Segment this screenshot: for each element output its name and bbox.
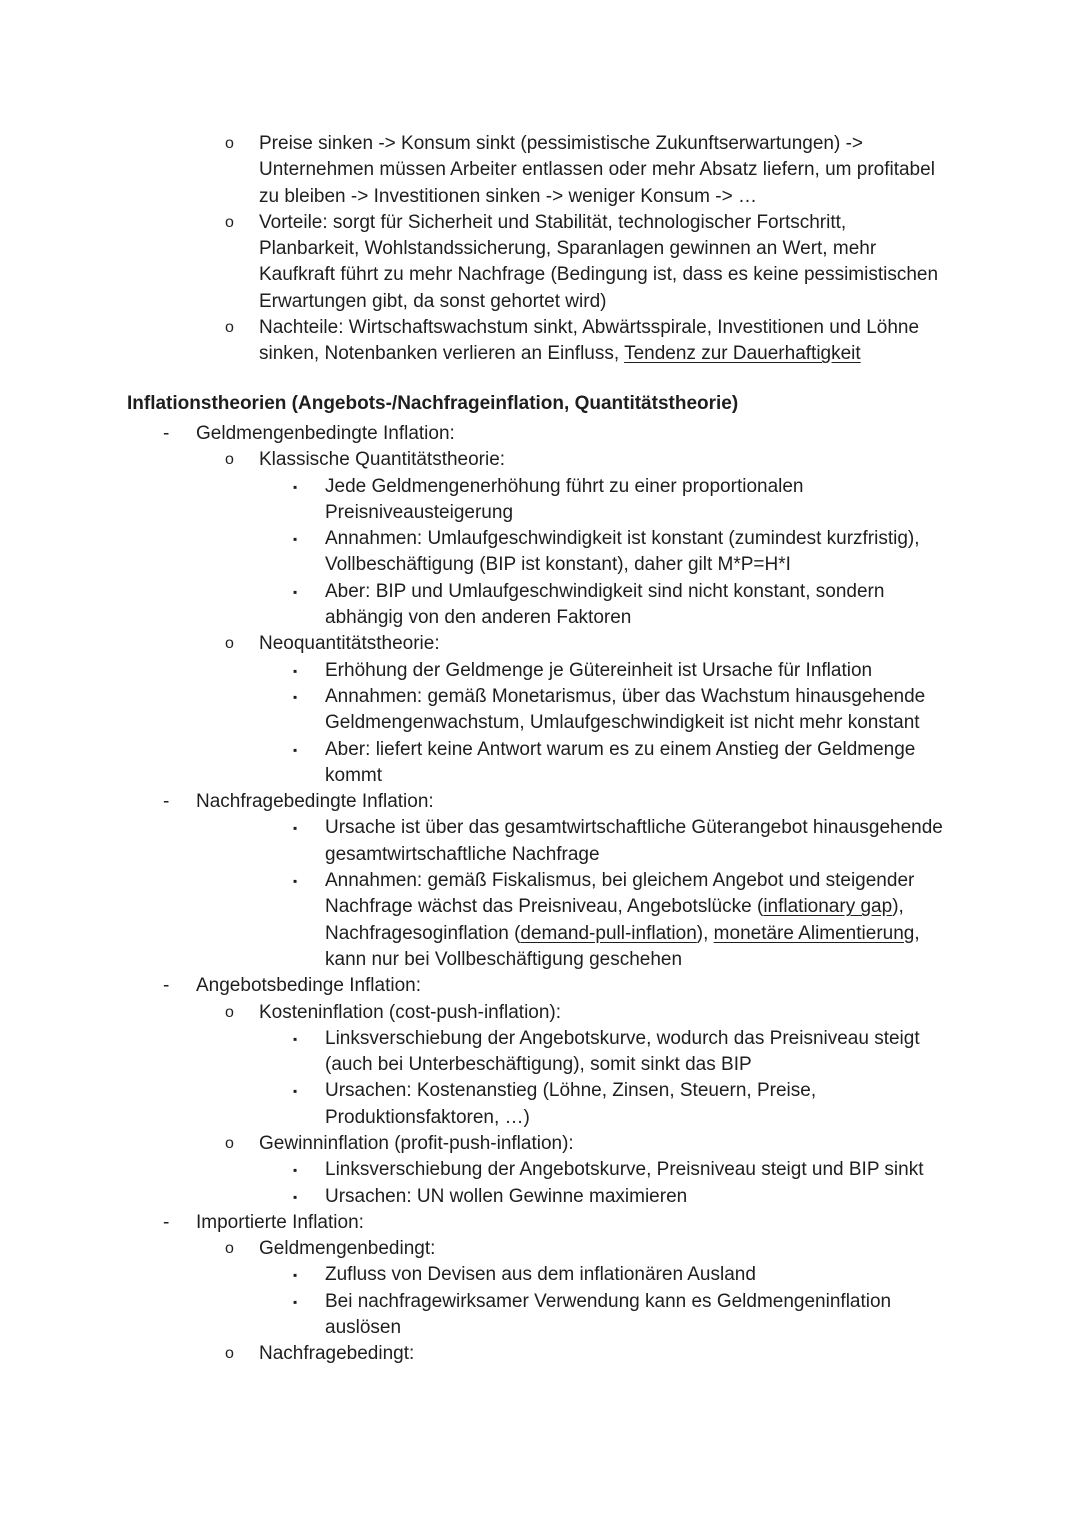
list-item bbox=[127, 1131, 943, 1157]
list-item bbox=[127, 684, 943, 737]
bullet-list-top bbox=[127, 131, 943, 368]
bullet-marker-square: ▪ bbox=[293, 1084, 298, 1099]
bullet-marker-square: ▪ bbox=[293, 532, 298, 547]
bullet-marker-square: ▪ bbox=[293, 1268, 298, 1283]
list-item bbox=[127, 1157, 943, 1183]
list-item-text: Linksverschiebung der Angebotskurve, Preisniveau steigt und BIP sinkt bbox=[325, 1159, 924, 1181]
bullet-marker-square: ▪ bbox=[293, 1031, 298, 1046]
bullet-marker-square: ▪ bbox=[293, 584, 298, 599]
list-item-text: Linksverschiebung der Angebotskurve, wodurch das Preisniveau steigt (auch bei Unterbeschäftigung), somit sinkt das BIP bbox=[325, 1027, 920, 1076]
list-item-text: Importierte Inflation: bbox=[196, 1211, 364, 1233]
list-item bbox=[127, 973, 943, 999]
section-heading: Inflationstheorien (Angebots-/Nachfrageinflation, Quantitätstheorie) bbox=[127, 392, 739, 414]
bullet-marker-square: ▪ bbox=[293, 1189, 298, 1204]
list-item-text: Nachfragebedingt: bbox=[259, 1343, 415, 1365]
list-item bbox=[127, 789, 943, 815]
list-item bbox=[127, 658, 943, 684]
bullet-marker-circle: o bbox=[225, 635, 234, 653]
list-item bbox=[127, 315, 943, 368]
list-item bbox=[127, 868, 943, 973]
bullet-marker-dash: - bbox=[163, 422, 170, 444]
list-item bbox=[127, 210, 943, 315]
bullet-marker-circle: o bbox=[225, 1345, 234, 1363]
list-item-text: Geldmengenbedingte Inflation: bbox=[196, 422, 455, 444]
list-item bbox=[127, 131, 943, 210]
list-item-text: Aber: liefert keine Antwort warum es zu einem Anstieg der Geldmenge kommt bbox=[325, 738, 916, 786]
list-item-text: Bei nachfragewirksamer Verwendung kann es Geldmengeninflation auslösen bbox=[325, 1290, 892, 1339]
bullet-marker-dash: - bbox=[163, 791, 170, 813]
list-item-text: Geldmengenbedingt: bbox=[259, 1238, 436, 1260]
bullet-marker-circle: o bbox=[225, 213, 234, 231]
list-item-text: Annahmen: gemäß Fiskalismus, bei gleichem Angebot und steigender Nachfrage wächst das Preisniveau, Angebotslücke (inflationary gap), Nachfragesoginflation (demand-pull-inflation), monetäre Alimentierung, kann nur bei Vollbeschäftigung geschehen bbox=[325, 870, 920, 970]
bullet-marker-circle: o bbox=[225, 319, 234, 337]
list-item-text: Ursachen: UN wollen Gewinne maximieren bbox=[325, 1185, 688, 1207]
bullet-marker-square: ▪ bbox=[293, 689, 298, 704]
list-item-text: Kosteninflation (cost-push-inflation): bbox=[259, 1001, 562, 1023]
bullet-marker-circle: o bbox=[225, 1134, 234, 1152]
list-item-text: Angebotsbedinge Inflation: bbox=[196, 975, 422, 997]
bullet-marker-square: ▪ bbox=[293, 821, 298, 836]
bullet-marker-square: ▪ bbox=[293, 874, 298, 889]
list-item bbox=[127, 1236, 943, 1262]
list-item-text: Nachteile: Wirtschaftswachstum sinkt, Abwärtsspirale, Investitionen und Löhne sinken, Notenbanken verlieren an Einfluss, Tendenz zur Dauerhaftigkeit bbox=[259, 317, 920, 365]
list-item-text: Nachfragebedingte Inflation: bbox=[196, 791, 434, 813]
list-item bbox=[127, 1210, 943, 1236]
bullet-marker-circle: o bbox=[225, 1240, 234, 1258]
list-item-text: Ursache ist über das gesamtwirtschaftliche Güterangebot hinausgehende gesamtwirtschaftliche Nachfrage bbox=[325, 817, 943, 865]
list-item-text: Klassische Quantitätstheorie: bbox=[259, 449, 506, 471]
list-item-text: Erhöhung der Geldmenge je Gütereinheit ist Ursache für Inflation bbox=[325, 659, 873, 681]
list-item-text: Preise sinken -> Konsum sinkt (pessimistische Zukunftserwartungen) -> Unternehmen müssen Arbeiter entlassen oder mehr Absatz liefern, um profitabel zu bleiben -> Investitionen sinken -> weniger Konsum -> … bbox=[259, 133, 935, 207]
list-item bbox=[127, 1184, 943, 1210]
list-item-text: Ursachen: Kostenanstieg (Löhne, Zinsen, Steuern, Preise, Produktionsfaktoren, …) bbox=[325, 1080, 817, 1128]
list-item bbox=[127, 474, 943, 527]
document-content bbox=[127, 131, 943, 1368]
list-item bbox=[127, 447, 943, 473]
list-item-text: Jede Geldmengenerhöhung führt zu einer proportionalen Preisniveausteigerung bbox=[325, 475, 804, 523]
list-item bbox=[127, 1078, 943, 1131]
bullet-marker-square: ▪ bbox=[293, 663, 298, 678]
list-item bbox=[127, 421, 943, 447]
list-item bbox=[127, 1341, 943, 1367]
list-item-text: Annahmen: Umlaufgeschwindigkeit ist konstant (zumindest kurzfristig), Vollbeschäftigung (BIP ist konstant), daher gilt M*P=H*I bbox=[325, 528, 920, 576]
list-item bbox=[127, 1262, 943, 1288]
list-item bbox=[127, 631, 943, 657]
list-item-text: Vorteile: sorgt für Sicherheit und Stabilität, technologischer Fortschritt, Planbarkeit, Wohlstandssicherung, Sparanlagen gewinnen an Wert, mehr Kaufkraft führt zu mehr Nachfrage (Bedingung ist, dass es keine pessimistischen Erwartungen gibt, da sonst gehortet wird) bbox=[259, 211, 939, 312]
list-item-text: Aber: BIP und Umlaufgeschwindigkeit sind nicht konstant, sondern abhängig von den anderen Faktoren bbox=[325, 580, 885, 629]
list-item bbox=[127, 1026, 943, 1079]
outline-list bbox=[127, 421, 943, 1368]
bullet-marker-square: ▪ bbox=[293, 1294, 298, 1309]
list-item-text: Gewinninflation (profit-push-inflation): bbox=[259, 1132, 574, 1154]
list-item bbox=[127, 579, 943, 632]
list-item bbox=[127, 526, 943, 579]
bullet-marker-dash: - bbox=[163, 975, 170, 997]
list-item bbox=[127, 1000, 943, 1026]
bullet-marker-circle: o bbox=[225, 135, 234, 152]
bullet-marker-circle: o bbox=[225, 1003, 234, 1021]
bullet-marker-square: ▪ bbox=[293, 479, 298, 494]
list-item bbox=[127, 737, 943, 790]
list-item-text: Zufluss von Devisen aus dem inflationären Ausland bbox=[325, 1264, 756, 1286]
list-item-text: Annahmen: gemäß Monetarismus, über das Wachstum hinausgehende Geldmengenwachstum, Umlaufgeschwindigkeit ist nicht mehr konstant bbox=[325, 685, 926, 734]
bullet-marker-square: ▪ bbox=[293, 1163, 298, 1178]
list-item bbox=[127, 815, 943, 868]
bullet-marker-dash: - bbox=[163, 1211, 170, 1233]
list-item bbox=[127, 1289, 943, 1342]
list-item-text: Neoquantitätstheorie: bbox=[259, 633, 440, 655]
bullet-marker-circle: o bbox=[225, 451, 234, 469]
bullet-marker-square: ▪ bbox=[293, 742, 298, 757]
